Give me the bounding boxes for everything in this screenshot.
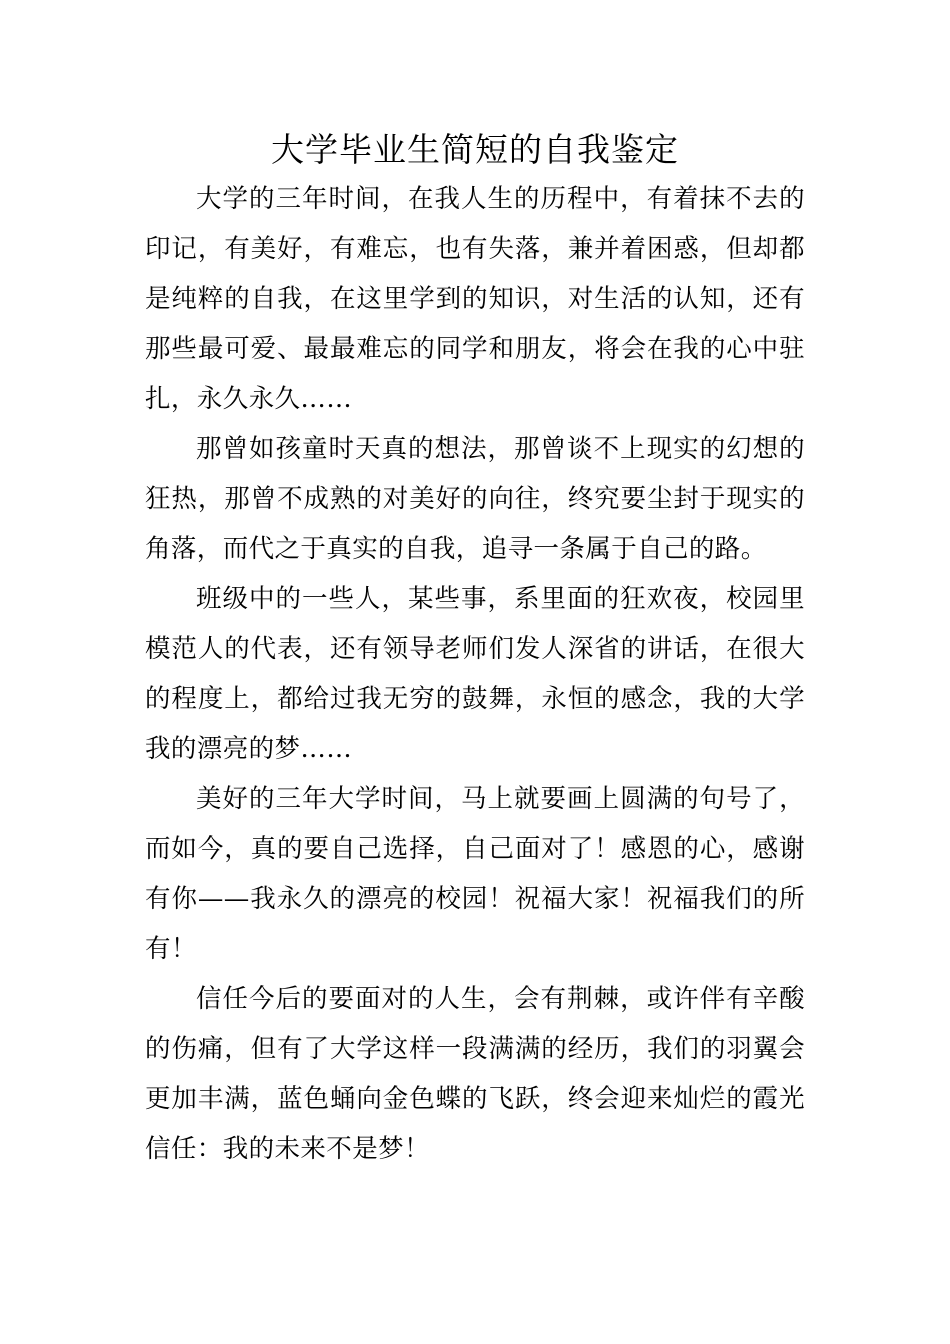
paragraph-5: 信任今后的要面对的人生，会有荆棘，或许伴有辛酸的伤痛，但有了大学这样一段满满的经历，我们的羽翼会更加丰满，蓝色蛹向金色蝶的飞跃，终会迎来灿烂的霞光信任：我的未来不是梦！ <box>145 984 805 1164</box>
paragraph-4: 美好的三年大学时间，马上就要画上圆满的句号了，而如今，真的要自己选择，自己面对了！感恩的心，感谢有你——我永久的漂亮的校园！祝福大家！祝福我们的所有！ <box>145 784 805 964</box>
paragraph-1: 大学的三年时间，在我人生的历程中，有着抹不去的印记，有美好，有难忘，也有失落，兼并着困惑，但却都是纯粹的自我，在这里学到的知识，对生活的认知，还有那些最可爱、最最难忘的同学和朋友，将会在我的心中驻扎，永久永久…… <box>145 184 805 414</box>
document-title: 大学毕业生简短的自我鉴定 <box>271 130 679 169</box>
paragraph-3: 班级中的一些人，某些事，系里面的狂欢夜，校园里模范人的代表，还有领导老师们发人深省的讲话，在很大的程度上，都给过我无穷的鼓舞，永恒的感念，我的大学我的漂亮的梦…… <box>145 584 805 764</box>
paragraph-2: 那曾如孩童时天真的想法，那曾谈不上现实的幻想的狂热，那曾不成熟的对美好的向往，终究要尘封于现实的角落，而代之于真实的自我，追寻一条属于自己的路。 <box>145 434 805 564</box>
document-body <box>145 174 805 1174</box>
